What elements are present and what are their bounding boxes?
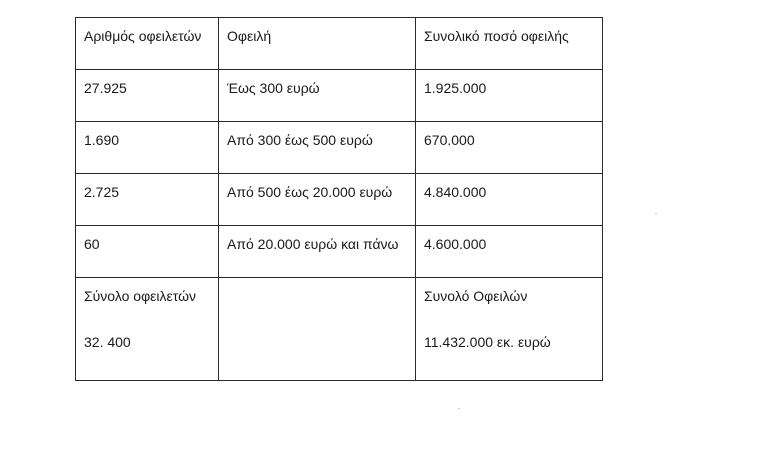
table-row — [76, 122, 603, 174]
debts-table — [75, 17, 603, 381]
header-debt: Οφειλή — [219, 18, 416, 70]
total-debt-label: Συνολό Οφειλών — [424, 288, 528, 304]
debt-range-cell: Έως 300 ευρώ — [219, 70, 416, 122]
empty-cell — [219, 278, 416, 381]
total-debtors-cell — [76, 278, 219, 381]
debtor-count-cell: 27.925 — [76, 70, 219, 122]
debt-range-cell: Από 500 έως 20.000 ευρώ — [219, 174, 416, 226]
debtor-count-cell: 2.725 — [76, 174, 219, 226]
header-total-debt-amount: Συνολικό ποσό οφειλής — [416, 18, 603, 70]
total-debt-cell — [416, 278, 603, 381]
table-total-row — [76, 278, 603, 381]
table-row — [76, 174, 603, 226]
total-debtors-label: Σύνολο οφειλετών — [84, 288, 197, 304]
table-row — [76, 226, 603, 278]
debt-amount-cell: 4.600.000 — [416, 226, 603, 278]
debt-range-cell: Από 300 έως 500 ευρώ — [219, 122, 416, 174]
total-debtors-value: 32. 400 — [84, 334, 131, 350]
debt-amount-cell: 4.840.000 — [416, 174, 603, 226]
debt-amount-cell: 670.000 — [416, 122, 603, 174]
scan-speck — [458, 408, 460, 409]
header-debtor-count: Αριθμός οφειλετών — [76, 18, 219, 70]
debt-range-cell: Από 20.000 ευρώ και πάνω — [219, 226, 416, 278]
debtor-count-cell: 60 — [76, 226, 219, 278]
debt-amount-cell: 1.925.000 — [416, 70, 603, 122]
total-debt-value: 11.432.000 εκ. ευρώ — [424, 334, 551, 350]
debtor-count-cell: 1.690 — [76, 122, 219, 174]
table-row — [76, 70, 603, 122]
scan-speck — [655, 213, 657, 214]
table-header-row — [76, 18, 603, 70]
